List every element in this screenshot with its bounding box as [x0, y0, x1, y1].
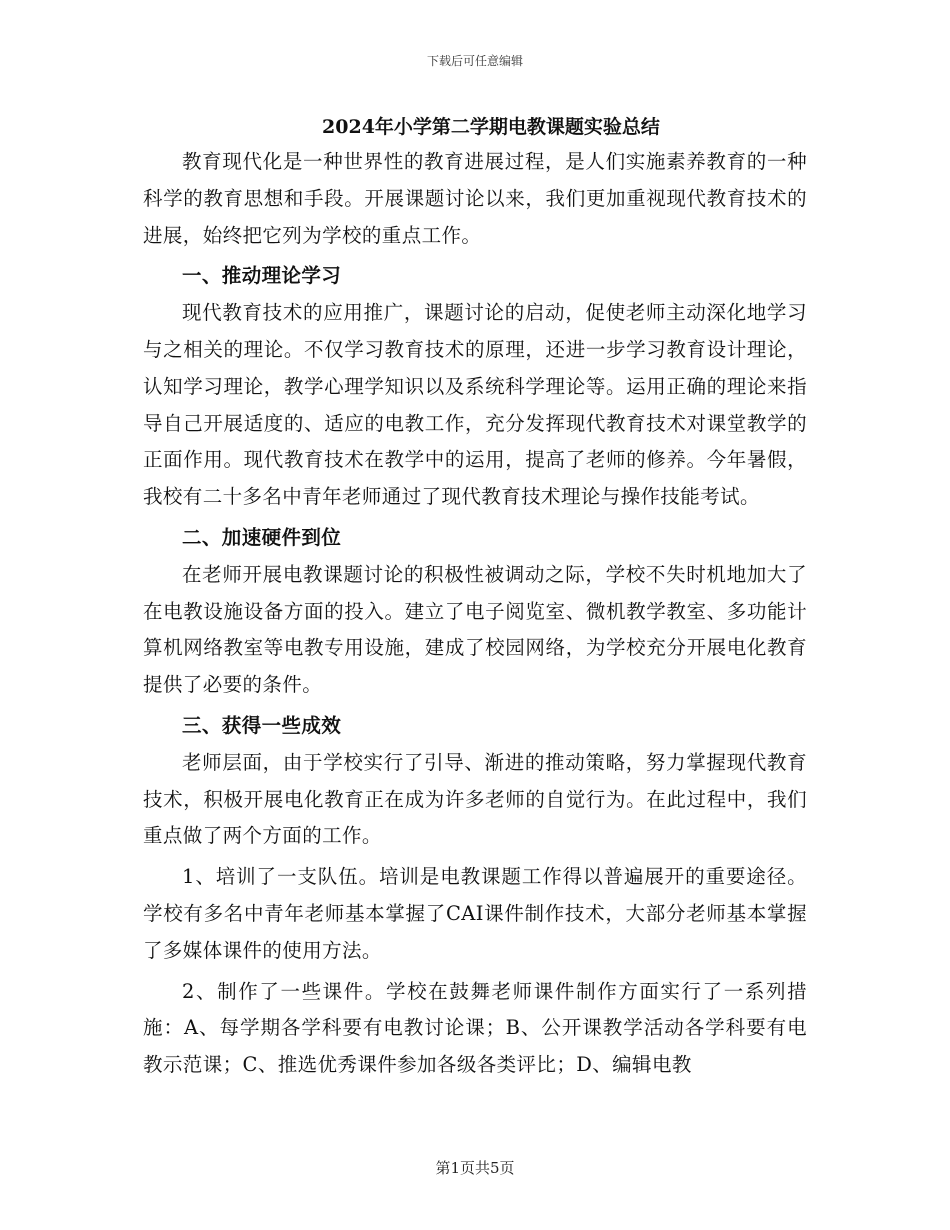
page-header-note: 下载后可任意编辑	[426, 54, 523, 68]
section-heading-hardware: 二、加速硬件到位	[182, 525, 342, 549]
page-number: 第1页共5页	[435, 1159, 515, 1177]
intro-paragraph: 教育现代化是一种世界性的教育进展过程，是人们实施素养教育的一种科学的教育思想和手段。开展课题讨论以来，我们更加重视现代教育技术的进展，始终把它列为学校的重点工作。	[143, 150, 807, 247]
document-title: 2024年小学第二学期电教课题实验总结	[322, 116, 660, 138]
document-body	[143, 110, 807, 1084]
section-heading-theory: 一、推动理论学习	[182, 264, 342, 288]
section-results-paragraph-1: 老师层面，由于学校实行了引导、渐进的推动策略，努力掌握现代教育技术，积极开展电化教育正在成为许多老师的自觉行为。在此过程中，我们重点做了两个方面的工作。	[143, 750, 807, 848]
section-theory-paragraph: 现代教育技术的应用推广，课题讨论的启动，促使老师主动深化地学习与之相关的理论。不仅学习教育技术的原理，还进一步学习教育设计理论，认知学习理论，教学心理学知识以及系统科学理论等。运用正确的理论来指导自己开展适度的、适应的电教工作，充分发挥现代教育技术对课堂教学的正面作用。现代教育技术在教学中的运用，提高了老师的修养。今年暑假，我校有二十多名中青年老师通过了现代教育技术理论与操作技能考试。	[143, 301, 807, 509]
section-results-paragraph-3: 2、制作了一些课件。学校在鼓舞老师课件制作方面实行了一系列措施：A、每学期各学科要有电教讨论课；B、公开课教学活动各学科要有电教示范课；C、推选优秀课件参加各级各类评比；D、编辑电教	[143, 979, 807, 1077]
section-results-paragraph-2: 1、培训了一支队伍。培训是电教课题工作得以普遍展开的重要途径。学校有多名中青年老师基本掌握了CAI课件制作技术，大部分老师基本掌握了多媒体课件的使用方法。	[143, 865, 807, 962]
section-hardware-paragraph: 在老师开展电教课题讨论的积极性被调动之际，学校不失时机地加大了在电教设施设备方面的投入。建立了电子阅览室、微机教学教室、多功能计算机网络教室等电教专用设施，建成了校园网络，为学校充分开展电化教育提供了必要的条件。	[143, 562, 807, 697]
section-heading-results: 三、获得一些成效	[182, 713, 342, 737]
